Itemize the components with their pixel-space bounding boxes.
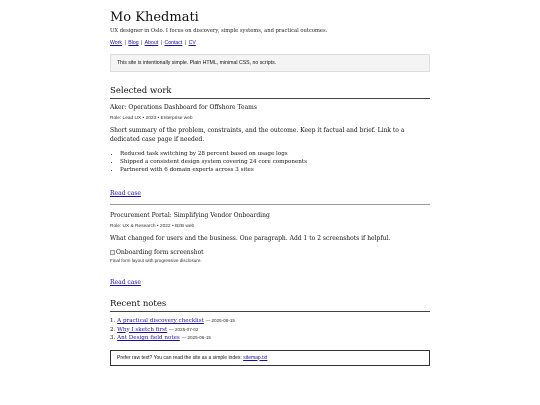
notes-list xyxy=(110,317,430,343)
list-item xyxy=(110,334,430,343)
page xyxy=(110,0,430,366)
broken-image-icon xyxy=(110,250,115,255)
nav-separator: | xyxy=(124,40,126,46)
recent-notes-heading: Recent notes xyxy=(110,299,430,312)
tagline: UX designer in Oslo. I focus on discovery, simple systems, and practical outcomes. xyxy=(110,28,328,34)
nav-separator: | xyxy=(160,40,163,46)
work-highlight-item: • Reduced task switching by 28 percent based on usage logs xyxy=(120,150,430,158)
nav-link-blog[interactable]: Blog xyxy=(128,40,139,46)
work-highlights xyxy=(110,150,430,174)
list-item xyxy=(110,326,430,335)
note-link[interactable]: Why I sketch first xyxy=(117,326,168,333)
note-number: 1. xyxy=(110,318,116,324)
note-number: 2. xyxy=(110,326,116,333)
work-divider xyxy=(110,204,430,205)
screenshot-image xyxy=(110,249,430,256)
nav-link-about[interactable]: About xyxy=(144,40,159,46)
work-item xyxy=(110,212,430,293)
selected-work-heading: Selected work xyxy=(110,86,430,99)
work-highlight-item: • Shipped a consistent design system covering 24 core components xyxy=(120,158,430,166)
note-link[interactable]: A practical discovery checklist xyxy=(117,318,204,324)
note-number: 3. xyxy=(110,335,116,341)
selected-work-section xyxy=(110,86,430,293)
notice-box: This site is intentionally simple. Plain HTML, minimal CSS, no scripts. xyxy=(110,54,430,72)
work-item xyxy=(110,104,430,204)
work-highlight-item: • Partnered with 6 domain experts across 3 sites xyxy=(120,166,430,174)
sitemap-link[interactable]: sitemap.txt xyxy=(243,354,268,361)
note-date: — 2025-08-15 xyxy=(205,318,235,323)
nav-separator: | xyxy=(184,40,187,46)
nav-link-contact[interactable]: Contact xyxy=(164,40,183,46)
nav-link-work[interactable]: Work xyxy=(110,40,123,46)
footer-box xyxy=(110,350,430,366)
work-meta: Role: UX & Research • 2022 • B2B web xyxy=(110,224,195,229)
work-title: Procurement Portal: Simplifying Vendor Onboarding xyxy=(110,212,270,219)
site-title: Mo Khedmati xyxy=(110,10,199,25)
work-title: Aker: Operations Dashboard for Offshore Teams xyxy=(110,104,257,111)
read-case-link[interactable]: Read case xyxy=(110,190,141,197)
footer-text: Prefer raw text? You can read the site as a simple index: xyxy=(117,354,244,361)
work-summary: What changed for users and the business. One paragraph. Add 1 to 2 screenshots if helpful. xyxy=(110,235,391,242)
note-date: — 2025-07-02 xyxy=(169,326,199,332)
nav-link-cv[interactable]: CV xyxy=(188,40,196,46)
image-caption: Final form layout with progressive disclosure. xyxy=(110,258,202,263)
work-meta: Role: Lead UX • 2023 • Enterprise web xyxy=(110,116,193,121)
image-alt-text: Onboarding form screenshot xyxy=(116,249,204,256)
recent-notes-section xyxy=(110,299,430,343)
note-link[interactable]: Ant Design field notes xyxy=(117,335,180,341)
top-nav xyxy=(110,40,430,46)
list-item xyxy=(110,317,430,326)
nav-separator: | xyxy=(141,40,143,46)
work-summary: Short summary of the problem, constraints, and the outcome. Keep it factual and brief. Link to a dedicated case page if needed. xyxy=(110,127,405,143)
read-case-link[interactable]: Read case xyxy=(110,279,141,286)
note-date: — 2025-06-15 xyxy=(181,335,211,340)
